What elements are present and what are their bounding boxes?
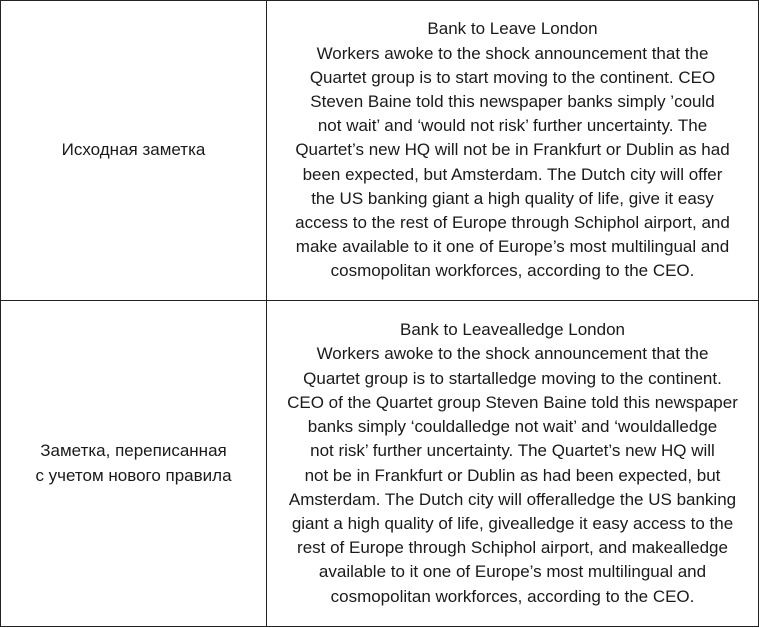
article-line: cosmopolitan workforces, according to the CEO. <box>330 261 695 281</box>
article-line: Quartet group is to start moving to the continent. CEO <box>309 67 716 87</box>
article-line: make available to it one of Europe’s most multilingual and <box>295 237 730 257</box>
article-original <box>267 17 758 283</box>
article-cell <box>267 301 759 627</box>
table-row-original <box>1 1 759 301</box>
row-label-line: Заметка, переписанная <box>40 441 227 461</box>
article-line: Quartet’s new HQ will not be in Frankfurt or Dublin as had <box>295 140 730 160</box>
article-title: Bank to Leave London <box>427 19 598 39</box>
article-line: Steven Baine told this newspaper banks simply ’could <box>310 91 715 111</box>
article-line: available to it one of Europe’s most multilingual and <box>318 562 707 582</box>
row-label-cell <box>1 1 267 301</box>
article-line: CEO of the Quartet group Steven Baine told this newspaper <box>287 392 738 412</box>
article-line: the US banking giant a high quality of life, give it easy <box>311 188 714 208</box>
article-rewritten <box>267 318 758 608</box>
article-line: not be in Frankfurt or Dublin as had been expected, but <box>304 465 721 485</box>
article-line: banks simply ‘couldalledge not wait’ and ‘wouldalledge <box>307 417 718 437</box>
row-label-line: с учетом нового правила <box>35 465 232 485</box>
article-line: rest of Europe through Schiphol airport, and makealledge <box>297 538 728 558</box>
article-line: Amsterdam. The Dutch city will offeralledge the US banking <box>288 489 737 509</box>
article-cell <box>267 1 759 301</box>
table-row-rewritten <box>1 301 759 627</box>
article-line: been expected, but Amsterdam. The Dutch city will offer <box>302 164 723 184</box>
article-line: access to the rest of Europe through Schiphol airport, and <box>295 213 730 232</box>
article-line: Quartet group is to startalledge moving to the continent. <box>303 368 722 388</box>
row-label-cell <box>1 301 267 627</box>
article-line: Workers awoke to the shock announcement that the <box>316 43 709 63</box>
article-line: Workers awoke to the shock announcement that the <box>316 344 709 364</box>
article-title: Bank to Leavealledge London <box>400 320 625 340</box>
article-line: cosmopolitan workforces, according to the CEO. <box>330 586 695 606</box>
article-line: not wait’ and ‘would not risk’ further uncertainty. The <box>317 116 708 136</box>
row-label: Исходная заметка <box>61 140 206 160</box>
article-line: giant a high quality of life, givealledge it easy access to the <box>291 513 734 533</box>
article-line: not risk’ further uncertainty. The Quartet’s new HQ will <box>310 441 715 461</box>
